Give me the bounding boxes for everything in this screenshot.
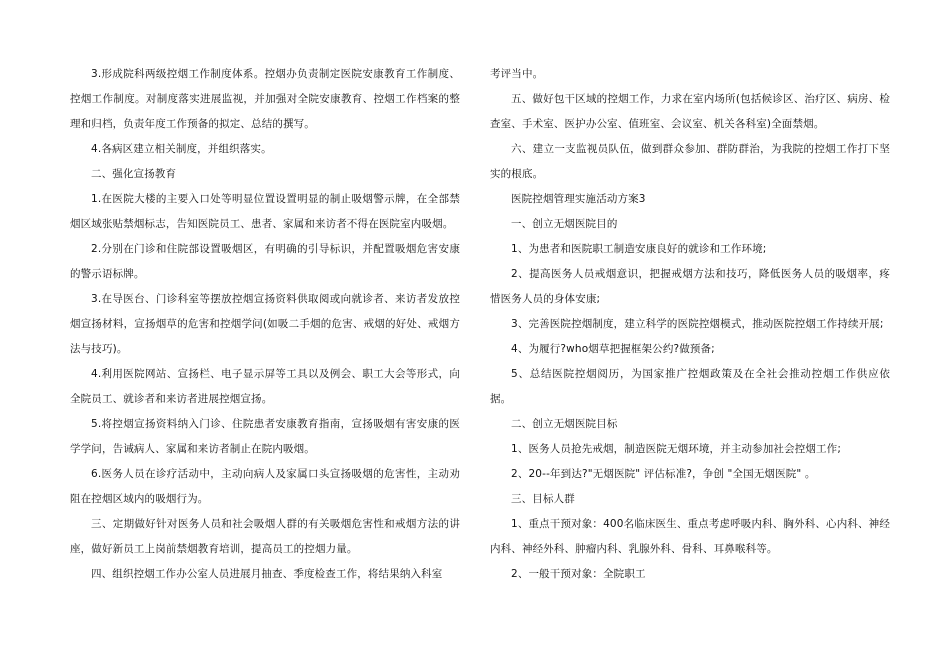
paragraph: 3.形成院科两级控烟工作制度体系。控烟办负责制定医院安康教育工作制度、控烟工作制度。对制度落实进展监视，并加强对全院安康教育、控烟工作档案的整理和归档，负责年度工作预备的拟定、总结的撰写。 (70, 68, 460, 130)
paragraph: 2、20--年到达?"无烟医院" 评估标准?，争创 "全国无烟医院" 。 (511, 468, 816, 480)
paragraph: 三、目标人群 (511, 493, 575, 505)
paragraph: 1、医务人员抢先戒烟，制造医院无烟环境，并主动参加社会控烟工作; (511, 443, 842, 455)
paragraph: 三、定期做好针对医务人员和社会吸烟人群的有关吸烟危害性和戒烟方法的讲座，做好新员工上岗前禁烟教育培训，提高员工的控烟力量。 (70, 518, 460, 555)
paragraph: 2.分别在门诊和住院部设置吸烟区，有明确的引导标识，并配置吸烟危害安康的警示语标牌。 (70, 243, 460, 280)
left-column (70, 62, 460, 587)
paragraph: 3、完善医院控烟制度，建立科学的医院控烟模式，推动医院控烟工作持续开展; (511, 318, 884, 330)
paragraph: 5.将控烟宣扬资料纳入门诊、住院患者安康教育指南，宣扬吸烟有害安康的医学学问，告诫病人、家属和来访者制止在院内吸烟。 (70, 418, 460, 455)
paragraph: 4.各病区建立相关制度，并组织落实。 (91, 143, 272, 155)
paragraph: 1、为患者和医院职工制造安康良好的就诊和工作环境; (511, 243, 767, 255)
paragraph: 六、建立一支监视员队伍，做到群众参加、群防群治，为我院的控烟工作打下坚实的根底。 (490, 143, 890, 180)
paragraph: 4、为履行?who烟草把握框架公约?做预备; (511, 343, 715, 355)
paragraph: 6.医务人员在诊疗活动中，主动向病人及家属口头宣扬吸烟的危害性，主动劝阻在控烟区域内的吸烟行为。 (70, 468, 460, 505)
paragraph: 一、创立无烟医院目的 (511, 218, 618, 230)
paragraph: 1、重点干预对象：400名临床医生、重点考虑呼吸内科、胸外科、心内科、神经内科、神经外科、肿瘤内科、乳腺外科、骨科、耳鼻喉科等。 (490, 518, 890, 555)
right-column (490, 62, 890, 587)
paragraph: 2、一般干预对象：全院职工 (511, 568, 646, 580)
paragraph: 3.在导医台、门诊科室等摆放控烟宣扬资料供取阅或向就诊者、来访者发放控烟宣扬材料，宣扬烟草的危害和控烟学问(如吸二手烟的危害、戒烟的好处、戒烟方法与技巧)。 (70, 293, 460, 355)
paragraph: 考评当中。 (490, 68, 544, 80)
paragraph: 5、总结医院控烟阅历，为国家推广控烟政策及在全社会推动控烟工作供应依据。 (490, 368, 890, 405)
paragraph: 五、做好包干区域的控烟工作，力求在室内场所(包括候诊区、治疗区、病房、检查室、手术室、医护办公室、值班室、会议室、机关各科室)全面禁烟。 (490, 93, 890, 130)
paragraph: 医院控烟管理实施活动方案3 (511, 193, 646, 205)
paragraph: 1.在医院大楼的主要入口处等明显位置设置明显的制止吸烟警示牌，在全部禁烟区域张贴禁烟标志，告知医院员工、患者、家属和来访者不得在医院室内吸烟。 (70, 193, 460, 230)
paragraph: 2、提高医务人员戒烟意识，把握戒烟方法和技巧，降低医务人员的吸烟率，疼惜医务人员的身体安康; (490, 268, 890, 305)
paragraph: 四、组织控烟工作办公室人员进展月抽查、季度检查工作，将结果纳入科室 (91, 568, 443, 580)
paragraph: 二、创立无烟医院目标 (511, 418, 618, 430)
paragraph: 二、强化宣扬教育 (91, 168, 177, 180)
paragraph: 4.利用医院网站、宣扬栏、电子显示屏等工具以及例会、职工大会等形式，向全院员工、就诊者和来访者进展控烟宣扬。 (70, 368, 460, 405)
